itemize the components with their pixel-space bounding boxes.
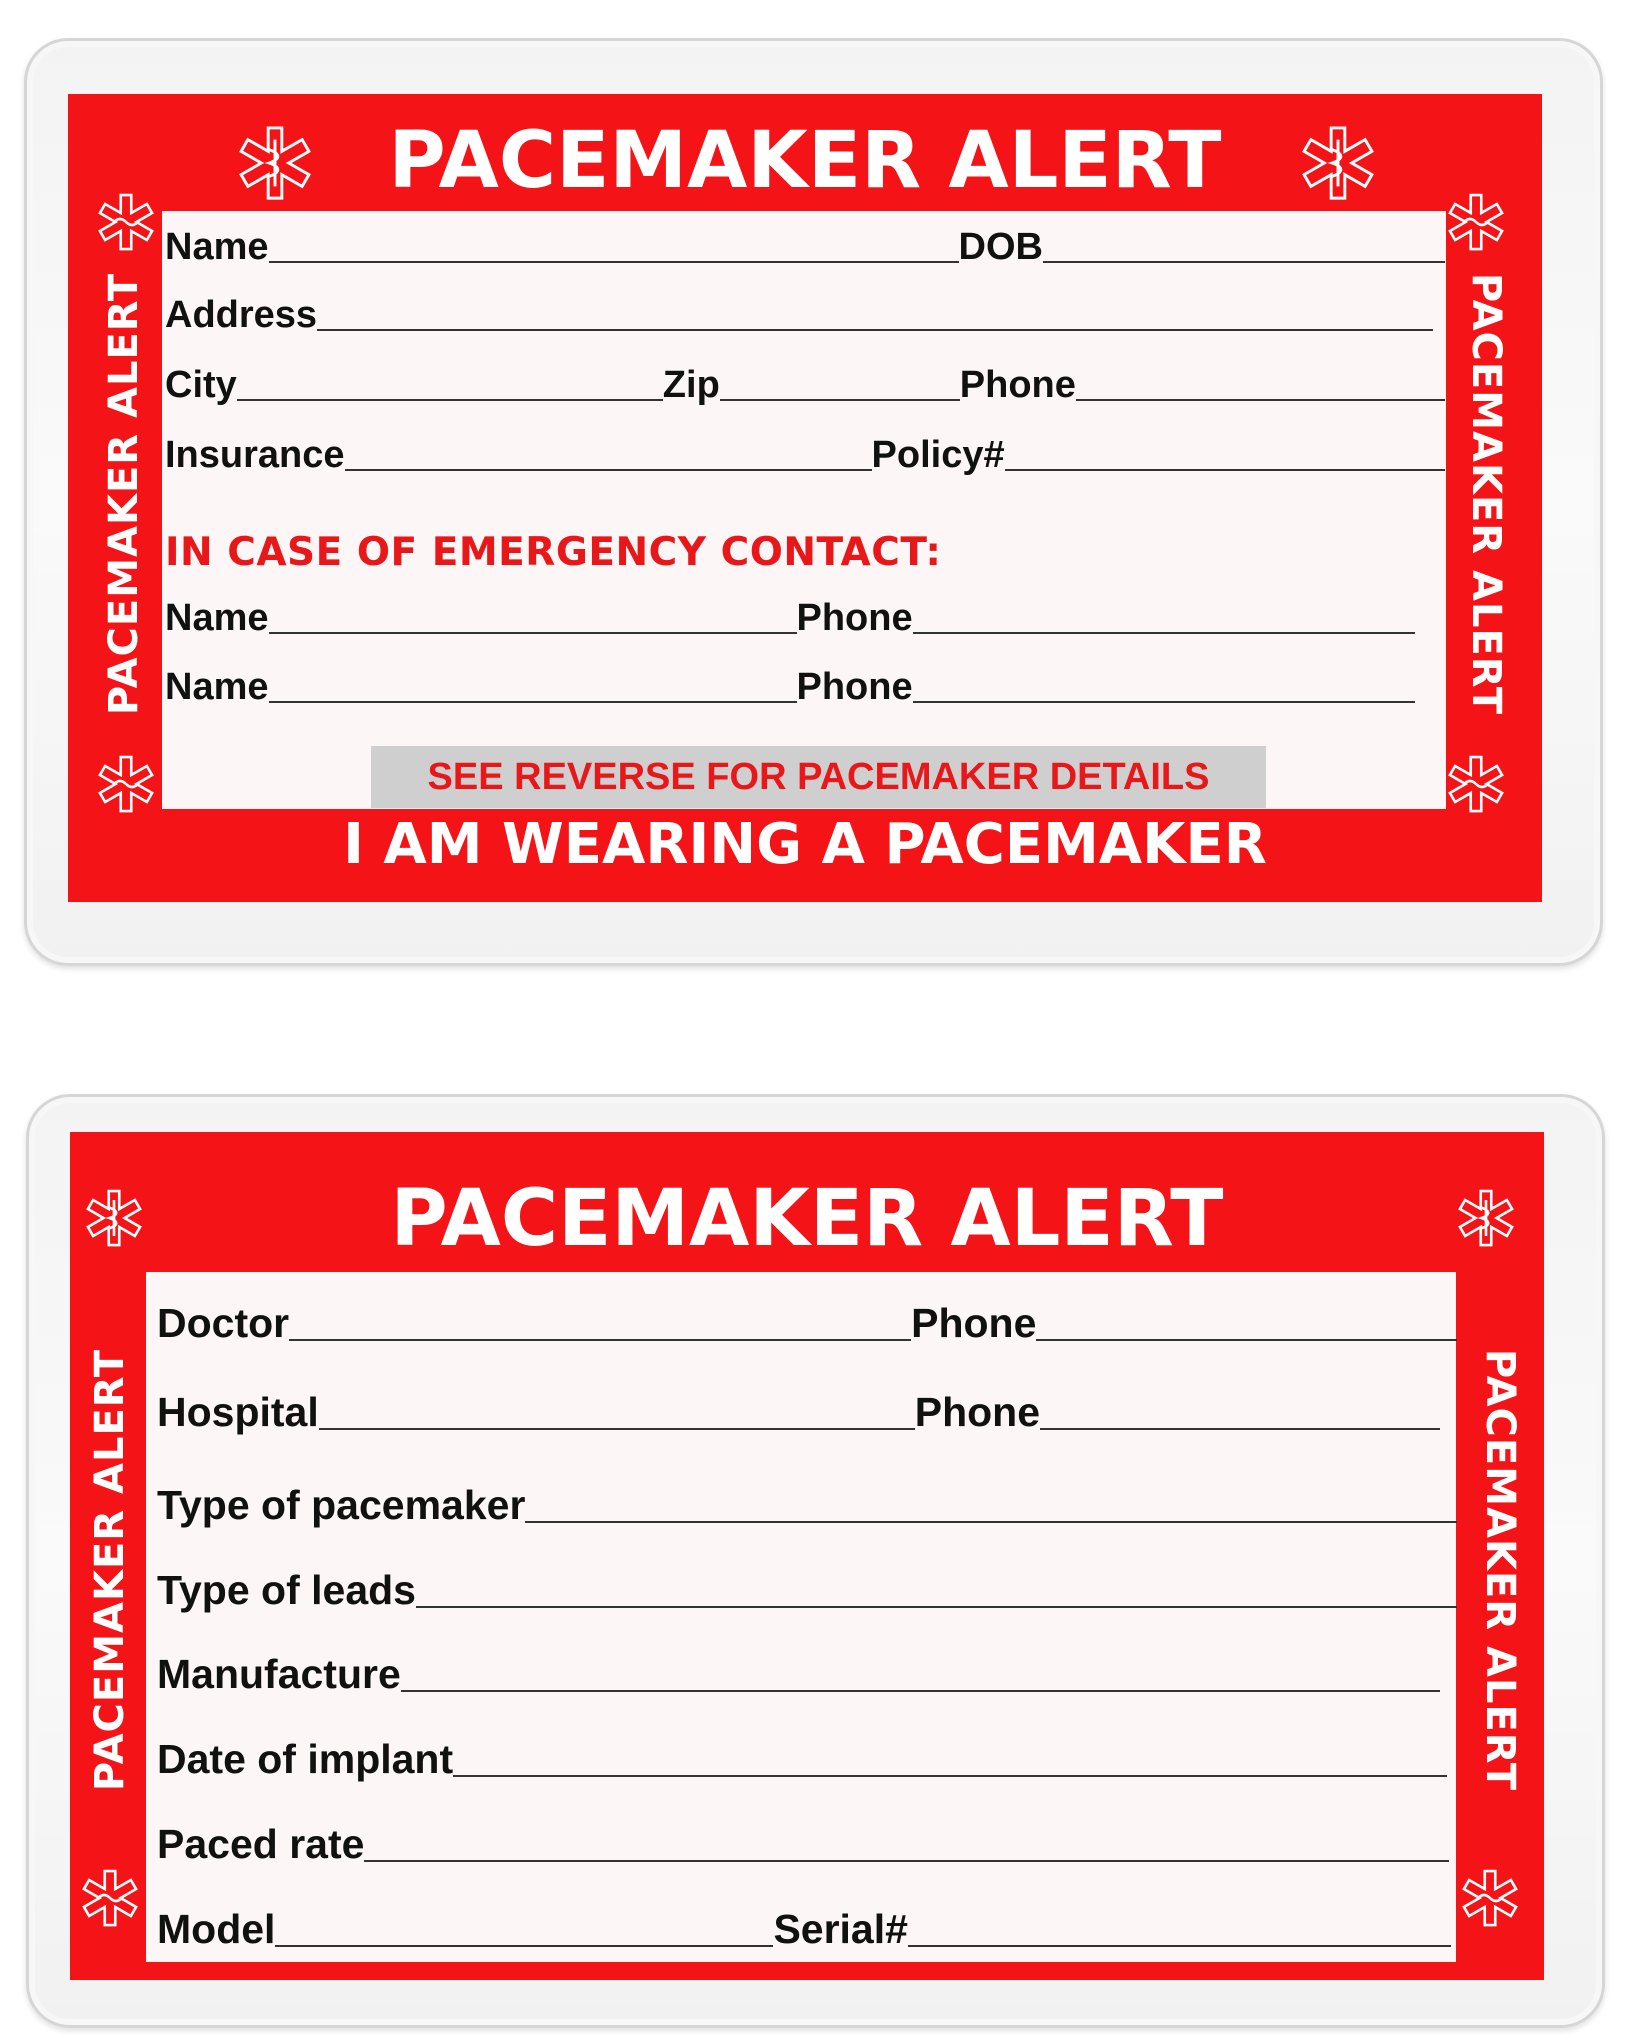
paced-rate-label: Paced rate xyxy=(157,1821,365,1867)
star-of-life-icon xyxy=(96,754,156,814)
pacemaker-type-label: Type of pacemaker xyxy=(157,1482,526,1528)
row-paced-rate xyxy=(157,1821,1449,1867)
doctor-label: Doctor xyxy=(157,1300,290,1346)
model-field[interactable] xyxy=(275,1945,773,1947)
contact2-name-field[interactable] xyxy=(269,701,797,703)
star-of-life-icon xyxy=(96,192,156,252)
implant-date-label: Date of implant xyxy=(157,1736,454,1782)
star-of-life-icon xyxy=(1446,754,1506,814)
row-name-dob xyxy=(165,228,1445,266)
hospital-phone-field[interactable] xyxy=(1040,1428,1440,1430)
zip-label: Zip xyxy=(662,364,720,406)
address-field[interactable] xyxy=(317,329,1433,331)
contact1-phone-field[interactable] xyxy=(913,632,1415,634)
insurance-label: Insurance xyxy=(165,434,345,476)
doctor-phone-field[interactable] xyxy=(1036,1339,1457,1341)
back-side-text-left: PACEMAKER ALERT xyxy=(87,1348,133,1792)
row-manufacture xyxy=(157,1651,1440,1697)
contact1-name-label: Name xyxy=(165,597,269,639)
contact1-name-field[interactable] xyxy=(269,632,797,634)
manufacture-field[interactable] xyxy=(401,1690,1440,1692)
front-card xyxy=(68,94,1542,902)
hospital-field[interactable] xyxy=(319,1428,915,1430)
leads-type-field[interactable] xyxy=(416,1606,1457,1608)
star-of-life-icon xyxy=(80,1868,140,1928)
row-doctor xyxy=(157,1300,1457,1346)
contact2-phone-label: Phone xyxy=(796,666,913,708)
emergency-heading: IN CASE OF EMERGENCY CONTACT: xyxy=(165,530,942,575)
hospital-phone-label: Phone xyxy=(914,1389,1041,1435)
reverse-note: SEE REVERSE FOR PACEMAKER DETAILS xyxy=(371,746,1266,808)
row-implant-date xyxy=(157,1736,1447,1782)
row-contact-1 xyxy=(165,599,1415,637)
contact2-name-label: Name xyxy=(165,666,269,708)
row-contact-2 xyxy=(165,668,1415,706)
name-field[interactable] xyxy=(269,261,959,263)
serial-label: Serial# xyxy=(773,1906,908,1952)
front-title: PACEMAKER ALERT xyxy=(388,116,1222,206)
back-title: PACEMAKER ALERT xyxy=(390,1174,1224,1264)
dob-field[interactable] xyxy=(1043,261,1445,263)
insurance-field[interactable] xyxy=(345,469,872,471)
contact2-phone-field[interactable] xyxy=(913,701,1415,703)
phone-field[interactable] xyxy=(1076,399,1445,401)
front-side-text-left: PACEMAKER ALERT xyxy=(101,272,147,716)
row-leads-type xyxy=(157,1567,1457,1613)
row-pacemaker-type xyxy=(157,1482,1457,1528)
model-label: Model xyxy=(157,1906,276,1952)
implant-date-field[interactable] xyxy=(453,1775,1447,1777)
hospital-label: Hospital xyxy=(157,1389,319,1435)
name-label: Name xyxy=(165,226,269,268)
zip-field[interactable] xyxy=(720,399,960,401)
pacemaker-type-field[interactable] xyxy=(525,1521,1457,1523)
phone-label: Phone xyxy=(959,364,1076,406)
row-city-zip-phone xyxy=(165,366,1445,404)
doctor-phone-label: Phone xyxy=(911,1300,1037,1346)
policy-label: Policy# xyxy=(871,434,1005,476)
star-of-life-icon xyxy=(1446,192,1506,252)
front-side-text-right: PACEMAKER ALERT xyxy=(1463,272,1509,716)
city-label: City xyxy=(165,364,237,406)
row-address xyxy=(165,296,1433,334)
manufacture-label: Manufacture xyxy=(157,1651,401,1697)
leads-type-label: Type of leads xyxy=(157,1567,416,1613)
row-hospital xyxy=(157,1389,1440,1435)
serial-field[interactable] xyxy=(908,1945,1451,1947)
star-of-life-icon xyxy=(1460,1868,1520,1928)
row-model-serial xyxy=(157,1906,1451,1952)
contact1-phone-label: Phone xyxy=(796,597,913,639)
dob-label: DOB xyxy=(958,226,1043,268)
city-field[interactable] xyxy=(237,399,663,401)
policy-field[interactable] xyxy=(1005,469,1445,471)
back-side-text-right: PACEMAKER ALERT xyxy=(1477,1348,1523,1792)
paced-rate-field[interactable] xyxy=(364,1860,1449,1862)
address-label: Address xyxy=(165,294,318,336)
front-footer: I AM WEARING A PACEMAKER xyxy=(343,812,1267,877)
row-insurance-policy xyxy=(165,436,1445,474)
doctor-field[interactable] xyxy=(289,1339,911,1341)
